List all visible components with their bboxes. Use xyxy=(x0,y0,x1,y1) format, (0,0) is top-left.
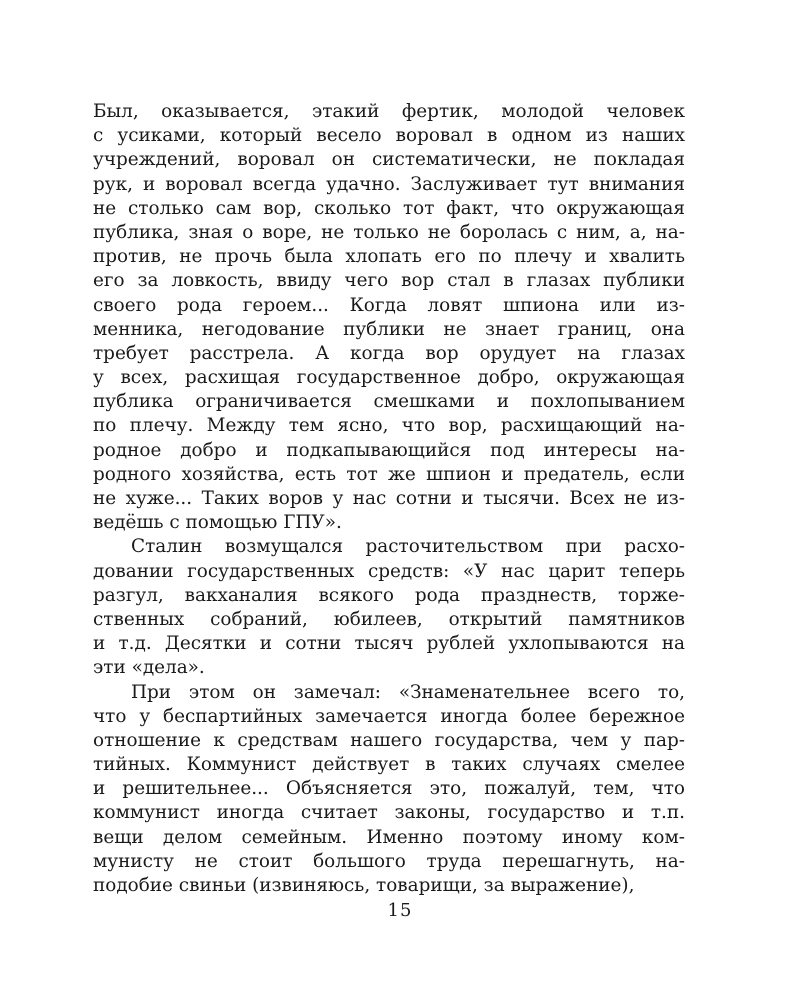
text-line: родное добро и подкапывающийся под интересы на- xyxy=(93,439,685,461)
text-line: рук, и воровал всегда удачно. Заслуживает тут внимания xyxy=(93,173,685,195)
text-line: не хуже... Таких воров у нас сотни и тысячи. Всех не из- xyxy=(93,488,685,509)
text-line: родного хозяйства, есть тот же шпион и предатель, если xyxy=(93,463,685,485)
text-line: мунисту не стоит большого труда перешагнуть, на- xyxy=(93,850,685,872)
text-line: с усиками, который весело воровал в одном из наших xyxy=(93,125,685,147)
text-line: довании государственных средств: «У нас царит теперь xyxy=(93,560,685,582)
text-line: не столько сам вор, сколько тот факт, что окружающая xyxy=(93,197,685,219)
text-line: по плечу. Между тем ясно, что вор, расхищающий на- xyxy=(93,415,685,437)
text-line: тийных. Коммунист действует в таких случаях смелее xyxy=(93,754,685,776)
text-line: подобие свиньи (извиняюсь, товарищи, за выражение), xyxy=(93,875,635,896)
paragraph xyxy=(93,535,685,680)
text-line: своего рода героем... Когда ловят шпиона или из- xyxy=(93,294,685,316)
text-line: публика, зная о воре, не только не боролась с ним, а, на- xyxy=(93,221,685,243)
text-line: учреждений, воровал он систематически, не покладая xyxy=(93,149,685,171)
text-line: Был, оказывается, этакий фертик, молодой человек xyxy=(93,101,685,122)
text-line: менника, негодование публики не знает границ, она xyxy=(93,318,685,340)
text-line: и т.д. Десятки и сотни тысяч рублей ухлопываются на xyxy=(93,633,685,655)
text-line: разгул, вакханалия всякого рода празднеств, торже- xyxy=(93,584,685,606)
text-line: эти «дела». xyxy=(93,657,205,679)
text-line: и решительнее... Объясняется это, пожалуй, тем, что xyxy=(93,778,685,800)
text-line: его за ловкость, ввиду чего вор стал в глазах публики xyxy=(93,270,685,292)
text-line: публика ограничивается смешками и похлопыванием xyxy=(93,391,685,413)
text-line: Сталин возмущался расточительством при расхо- xyxy=(131,536,685,558)
paragraph xyxy=(93,100,685,535)
text-line: у всех, расхищая государственное добро, окружающая xyxy=(93,367,685,389)
body-text xyxy=(93,100,685,898)
text-line: коммунист иногда считает законы, государство и т.п. xyxy=(93,802,685,824)
text-line: что у беспартийных замечается иногда более бережное xyxy=(93,705,685,727)
text-line: отношение к средствам нашего государства, чем у пар- xyxy=(93,729,685,751)
text-line: ведёшь с помощью ГПУ». xyxy=(93,512,342,534)
paragraph xyxy=(93,681,685,899)
page-number: 15 xyxy=(387,900,413,921)
text-line: вещи делом семейным. Именно поэтому иному ком- xyxy=(93,826,685,848)
text-line: требует расстрела. А когда вор орудует на глазах xyxy=(93,342,685,364)
text-line: ственных собраний, юбилеев, открытий памятников xyxy=(93,608,685,630)
text-line: При этом он замечал: «Знаменательнее всего то, xyxy=(131,681,685,703)
text-line: против, не прочь была хлопать его по плечу и хвалить xyxy=(93,246,685,268)
